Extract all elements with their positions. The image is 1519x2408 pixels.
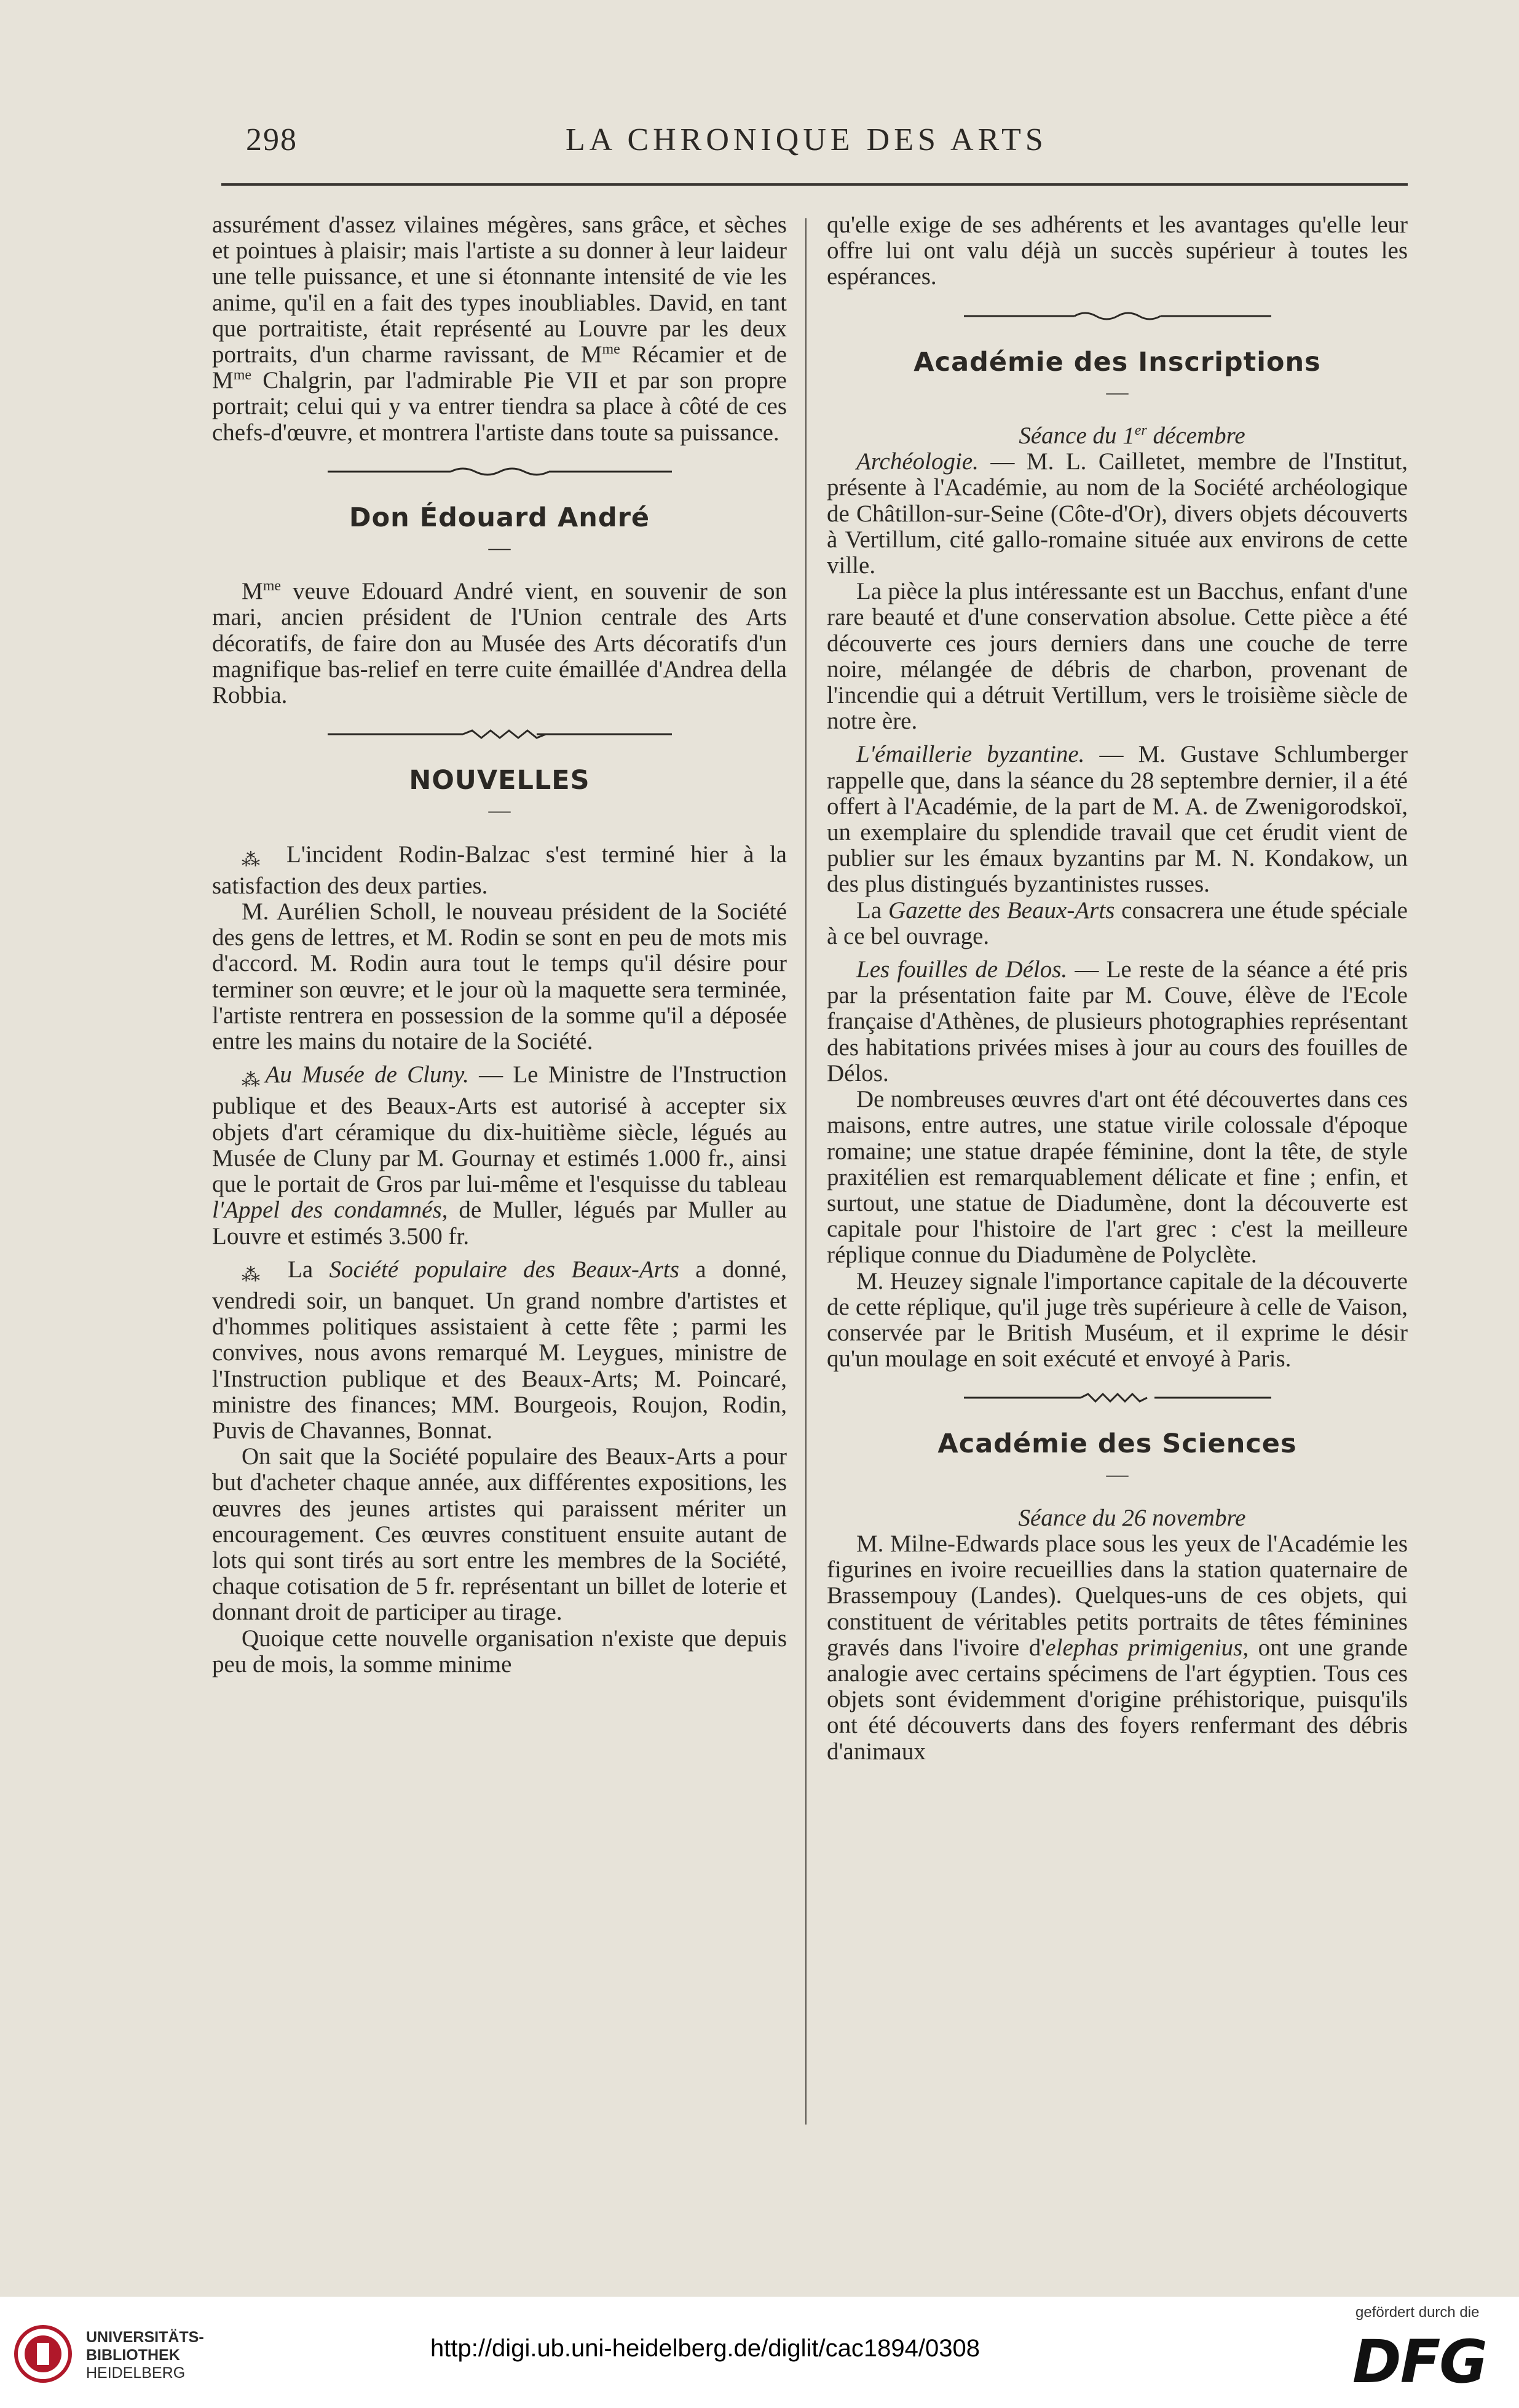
section-dash: — xyxy=(1106,379,1129,404)
inscriptions-paragraph: M. Heuzey signale l'importance capitale de la découverte de cette réplique, qu'il juge très supérieure à celle de Vaison, conservée par le British Muséum, et il exprime le désir qu'un moulage en soit exécuté et envoyé à Paris. xyxy=(827,1267,1408,1372)
digital-copy-link[interactable]: http://digi.ub.uni-heidelberg.de/diglit/cac1894/0308 xyxy=(430,2335,980,2362)
inscriptions-paragraph: L'émaillerie byzantine. — M. Gustave Schlumberger rappelle que, dans la séance du 28 septembre dernier, il a été offert à l'Académie, de la part de M. A. de Zwenigorodskoï, un exemplaire du splendide travail que cet érudit vient de publier sur les émaux byzantins par M. N. Kondakow, un des plus distingués byzantinistes russes. xyxy=(827,741,1408,898)
paragraph-goya-continued: assurément d'assez vilaines mégères, sans grâce, et sèches et pointues à plaisir; mais l'artiste a su donner à leur laideur une telle puissance, et une si étonnante intensité de vie les anime, qu'il en a fait des types inoubliables. David, en tant que portraitiste, était représenté au Louvre par les deux portraits, d'un charme ravissant, de $M^{me}$ Récamier et de $M^{me}$ Chalgrin, par l'admirable Pie VII et par son propre portrait; celui qui y va entrer tiendra sa place à côté de ces chefs-d'œuvre, et montrera l'artiste dans toute sa puissance. xyxy=(212,212,787,446)
right-column xyxy=(827,212,1408,1765)
session-date: Séance du 26 novembre xyxy=(1018,1504,1246,1531)
inscriptions-paragraph: La pièce la plus intéressante est un Bacchus, enfant d'une rare beauté et d'une conservation absolue. Cette pièce a été découverte ces jours derniers dans une couche de terre noire, mélangée de débris de charbon, provenant de l'incendie qui a détruit Vertillum, vers le troisième siècle de notre ère. xyxy=(827,578,1408,735)
inscriptions-paragraph: De nombreuses œuvres d'art ont été découvertes dans ces maisons, entre autres, une statue virile colossale d'époque romaine; une statue drapée féminine, dont la tête, de style praxitélien est remarquablement délicate et fine ; enfin, et surtout, une statue de Diadumène, dont la découverte est capitale pour l'histoire de l'art grec : c'est la meilleure réplique connue du Diadumène de Polyclète. xyxy=(827,1086,1408,1269)
section-dash: — xyxy=(488,535,511,560)
left-column xyxy=(212,212,787,1677)
running-title: LA CHRONIQUE DES ARTS xyxy=(566,122,1048,157)
section-dash: — xyxy=(488,798,511,823)
inscriptions-paragraph: Archéologie. — M. L. Cailletet, membre de l'Institut, présente à l'Académie, au nom de la Société archéologique de Châtillon-sur-Seine (Côte-d'Or), divers objets découverts à Vertillum, cité gallo-romaine située aux environs de cette ville. xyxy=(827,448,1408,579)
inscriptions-paragraph: La Gazette des Beaux-Arts consacrera une étude spéciale à ce bel ouvrage. xyxy=(827,897,1408,949)
library-seal-icon xyxy=(14,2324,73,2383)
library-name: UNIVERSITÄTS- BIBLIOTHEK HEIDELBERG xyxy=(86,2329,204,2382)
funder-label: gefördert durch die xyxy=(1355,2304,1480,2321)
news-item-rodin: ⁂ L'incident Rodin-Balzac s'est terminé hier à la satisfaction des deux parties. xyxy=(212,841,787,899)
dfg-logo: DFG xyxy=(1352,2327,1487,2396)
news-item-cluny: ⁂ Au Musée de Cluny. — Le Ministre de l'Instruction publique et des Beaux-Arts est autorisé à accepter six objets d'art céramique du dix-huitième siècle, légués au Musée de Cluny par M. Gournay et estimés 1.000 fr., ainsi que le portait de Gros par lui-même et l'esquisse du tableau l'Appel des condamnés, de Muller, légués par Muller au Louvre et estimés 3.500 fr. xyxy=(212,1061,787,1250)
section-dash: — xyxy=(1106,1461,1129,1486)
news-paragraph: M. Aurélien Scholl, le nouveau président de la Société des gens de lettres, et M. Rodin se sont en peu de mots mis d'accord. M. Rodin aura tout le temps qu'il désire pour terminer son œuvre; et le jour où la maquette sera terminée, l'artiste rentrera en possession de la somme qu'il a déposée entre les mains du notaire de la Société. xyxy=(212,898,787,1055)
paragraph-andre: $M^{me}$ veuve Edouard André vient, en souvenir de son mari, ancien président de l'Union centrale des Arts décoratifs, de faire don au Musée des Arts décoratifs d'un magnifique bas-relief en terre cuite émaillée d'Andrea della Robbia. xyxy=(212,578,787,709)
section-title-andre: Don Édouard André xyxy=(349,502,650,533)
asterism-icon: ⁂ xyxy=(242,1264,268,1285)
news-item-societe: ⁂ La Société populaire des Beaux-Arts a donné, vendredi soir, un banquet. Un grand nombre d'artistes et d'hommes politiques assistaient à cette fête ; parmi les convives, nous avons remarqué M. Leygues, ministre de l'Instruction publique et des Beaux-Arts; M. Poincaré, ministre des finances; MM. Bourgeois, Roujon, Rodin, Puvis de Chavannes, Bonnat. xyxy=(212,1256,787,1444)
footer-bar xyxy=(0,2297,1519,2408)
column-divider xyxy=(805,218,807,2125)
news-paragraph: Quoique cette nouvelle organisation n'existe que depuis peu de mois, la somme minime xyxy=(212,1625,787,1677)
asterism-icon: ⁂ xyxy=(242,849,267,870)
section-title-sciences: Académie des Sciences xyxy=(937,1428,1297,1460)
news-paragraph: On sait que la Société populaire des Beaux-Arts a pour but d'acheter chaque année, aux différentes expositions, les œuvres des jeunes artistes qui paraissent mériter un encouragement. Ces œuvres constituent ensuite autant de lots qui sont tirés au sort entre les membres de la Société, chaque cotisation de 5 fr. représentant un billet de loterie et donnant droit de participer au tirage. xyxy=(212,1443,787,1626)
section-ornament xyxy=(328,465,672,478)
sciences-paragraph: M. Milne-Edwards place sous les yeux de l'Académie les figurines en ivoire recueillies dans la station quaternaire de Brassempouy (Landes). Quelques-uns de ces objets, qui constituent de véritables petits portraits de têtes féminines gravés dans l'ivoire d'elephas primigenius, ont une grande analogie avec certains spécimens de l'art égyptien. Tous ces objets sont évidemment d'origine préhistorique, puisqu'ils ont été découverts dans des foyers renfermant des débris d'animaux xyxy=(827,1530,1408,1765)
section-ornament xyxy=(964,310,1271,322)
section-ornament xyxy=(964,1392,1271,1404)
section-title-inscriptions: Académie des Inscriptions xyxy=(913,346,1321,378)
paragraph-continued: qu'elle exige de ses adhérents et les avantages qu'elle leur offre lui ont valu déjà un succès supérieur à toutes les espérances. xyxy=(827,212,1408,290)
asterism-icon: ⁂ xyxy=(242,1070,262,1091)
section-ornament xyxy=(328,728,672,740)
header-rule xyxy=(221,183,1408,186)
section-title-nouvelles: NOUVELLES xyxy=(409,765,590,796)
page-header xyxy=(246,122,1414,165)
page-number: 298 xyxy=(246,122,298,157)
session-date: Séance du 1er décembre xyxy=(1019,422,1245,450)
inscriptions-paragraph: Les fouilles de Délos. — Le reste de la séance a été pris par la présentation faite par M. Couve, élève de l'Ecole française d'Athènes, de plusieurs photographies représentant des habitations privées mises à jour au cours des fouilles de Délos. xyxy=(827,956,1408,1087)
